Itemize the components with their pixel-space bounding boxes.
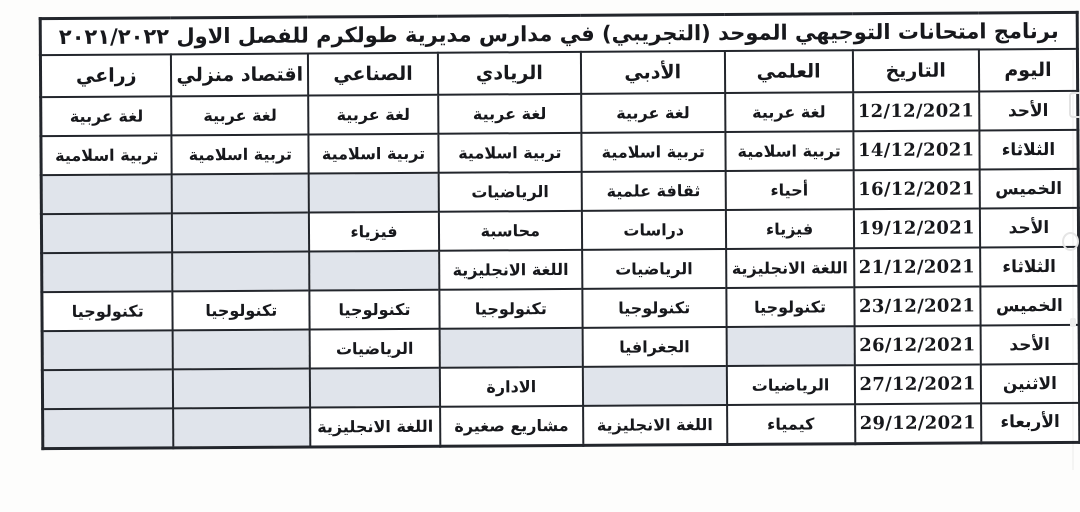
day-cell: الثلاثاء bbox=[979, 130, 1078, 170]
empty-shaded-cell bbox=[309, 173, 439, 213]
date-cell: 21/12/2021 bbox=[854, 247, 981, 287]
column-header-literary: الأدبي bbox=[581, 51, 725, 94]
table-row bbox=[42, 325, 1079, 370]
subject-cell: تربية اسلامية bbox=[581, 132, 725, 172]
subject-cell: كيمياء bbox=[727, 404, 855, 444]
table-row bbox=[41, 91, 1078, 136]
empty-shaded-cell bbox=[309, 251, 439, 291]
empty-shaded-cell bbox=[42, 252, 173, 292]
table-row bbox=[41, 169, 1078, 214]
table-row bbox=[42, 286, 1079, 331]
day-cell: الأربعاء bbox=[981, 403, 1080, 443]
table-row bbox=[42, 364, 1079, 409]
column-header-agricultural: زراعي bbox=[40, 54, 171, 97]
empty-shaded-cell bbox=[439, 328, 582, 368]
table-row bbox=[41, 130, 1078, 175]
column-header-day: اليوم bbox=[979, 49, 1078, 92]
subject-cell: محاسبة bbox=[439, 211, 582, 251]
subject-cell: لغة عربية bbox=[438, 94, 581, 134]
empty-shaded-cell bbox=[43, 408, 174, 448]
column-header-date: التاريخ bbox=[852, 49, 979, 92]
empty-shaded-cell bbox=[174, 408, 311, 448]
day-cell: الاثنين bbox=[981, 364, 1080, 404]
subject-cell: تكنولوجيا bbox=[42, 291, 173, 331]
day-cell: الخميس bbox=[979, 169, 1078, 209]
subject-cell: لغة عربية bbox=[172, 96, 309, 136]
table-row bbox=[42, 247, 1079, 292]
table-title-row bbox=[40, 12, 1077, 55]
date-cell: 19/12/2021 bbox=[853, 208, 980, 248]
column-header-home-economics: اقتصاد منزلي bbox=[171, 54, 308, 97]
empty-shaded-cell bbox=[172, 213, 309, 253]
subject-cell: الرياضيات bbox=[310, 329, 440, 369]
subject-cell: تربية اسلامية bbox=[41, 135, 172, 175]
subject-cell: تكنولوجيا bbox=[173, 291, 310, 331]
date-cell: 16/12/2021 bbox=[853, 169, 980, 209]
subject-cell: الرياضيات bbox=[582, 249, 726, 289]
date-cell: 23/12/2021 bbox=[854, 286, 981, 326]
date-cell: 12/12/2021 bbox=[853, 91, 980, 131]
subject-cell: لغة عربية bbox=[308, 95, 438, 135]
subject-cell: الرياضيات bbox=[439, 172, 582, 212]
empty-shaded-cell bbox=[310, 368, 440, 408]
subject-cell: تكنولوجيا bbox=[439, 289, 582, 329]
subject-cell: أحياء bbox=[725, 170, 853, 210]
subject-cell: تربية اسلامية bbox=[309, 134, 439, 174]
date-cell: 14/12/2021 bbox=[853, 130, 980, 170]
table-row bbox=[41, 208, 1078, 253]
page-title: برنامج امتحانات التوجيهي الموحد (التجريبي) في مدارس مديرية طولكرم للفصل الاول ٢٠٢١/٢٠٢٢ bbox=[40, 12, 1077, 55]
subject-cell: دراسات bbox=[582, 210, 726, 250]
day-cell: الأحد bbox=[980, 325, 1079, 365]
subject-cell: اللغة الانجليزية bbox=[439, 250, 582, 290]
column-header-industrial: الصناعي bbox=[308, 53, 438, 96]
subject-cell: فيزياء bbox=[726, 209, 854, 249]
table-header-row bbox=[40, 49, 1077, 97]
date-cell: 27/12/2021 bbox=[854, 364, 981, 404]
subject-cell: لغة عربية bbox=[725, 92, 853, 132]
subject-cell: الرياضيات bbox=[726, 365, 854, 405]
day-cell: الخميس bbox=[980, 286, 1079, 326]
subject-cell: ثقافة علمية bbox=[581, 171, 725, 211]
exam-table-body bbox=[41, 91, 1080, 448]
empty-shaded-cell bbox=[583, 366, 727, 406]
table-row bbox=[43, 403, 1080, 448]
subject-cell: تربية اسلامية bbox=[172, 135, 309, 175]
subject-cell: تكنولوجيا bbox=[726, 287, 854, 327]
subject-cell: تربية اسلامية bbox=[725, 131, 853, 171]
subject-cell: الجغرافيا bbox=[582, 327, 726, 367]
empty-shaded-cell bbox=[42, 369, 173, 409]
empty-shaded-cell bbox=[173, 252, 310, 292]
subject-cell: تكنولوجيا bbox=[582, 288, 726, 328]
subject-cell: اللغة الانجليزية bbox=[310, 407, 440, 447]
subject-cell: تربية اسلامية bbox=[438, 133, 581, 173]
empty-shaded-cell bbox=[41, 174, 172, 214]
subject-cell: اللغة الانجليزية bbox=[726, 248, 854, 288]
subject-cell: اللغة الانجليزية bbox=[583, 405, 727, 445]
empty-shaded-cell bbox=[173, 330, 310, 370]
date-cell: 26/12/2021 bbox=[854, 325, 981, 365]
column-header-scientific: العلمي bbox=[725, 50, 853, 93]
exam-schedule-table bbox=[39, 11, 1080, 450]
subject-cell: الادارة bbox=[440, 367, 583, 407]
exam-schedule-sheet bbox=[39, 11, 1080, 450]
empty-shaded-cell bbox=[172, 174, 309, 214]
empty-shaded-cell bbox=[42, 330, 173, 370]
empty-shaded-cell bbox=[41, 213, 172, 253]
subject-cell: لغة عربية bbox=[581, 93, 725, 133]
date-cell: 29/12/2021 bbox=[855, 403, 982, 443]
day-cell: الثلاثاء bbox=[980, 247, 1079, 287]
day-cell: الأحد bbox=[979, 91, 1078, 131]
empty-shaded-cell bbox=[726, 326, 854, 366]
subject-cell: فيزياء bbox=[309, 212, 439, 252]
day-cell: الأحد bbox=[980, 208, 1079, 248]
subject-cell: تكنولوجيا bbox=[309, 290, 439, 330]
subject-cell: مشاريع صغيرة bbox=[440, 406, 583, 446]
empty-shaded-cell bbox=[173, 369, 310, 409]
subject-cell: لغة عربية bbox=[41, 96, 172, 136]
column-header-entrepreneurial: الريادي bbox=[438, 52, 581, 95]
